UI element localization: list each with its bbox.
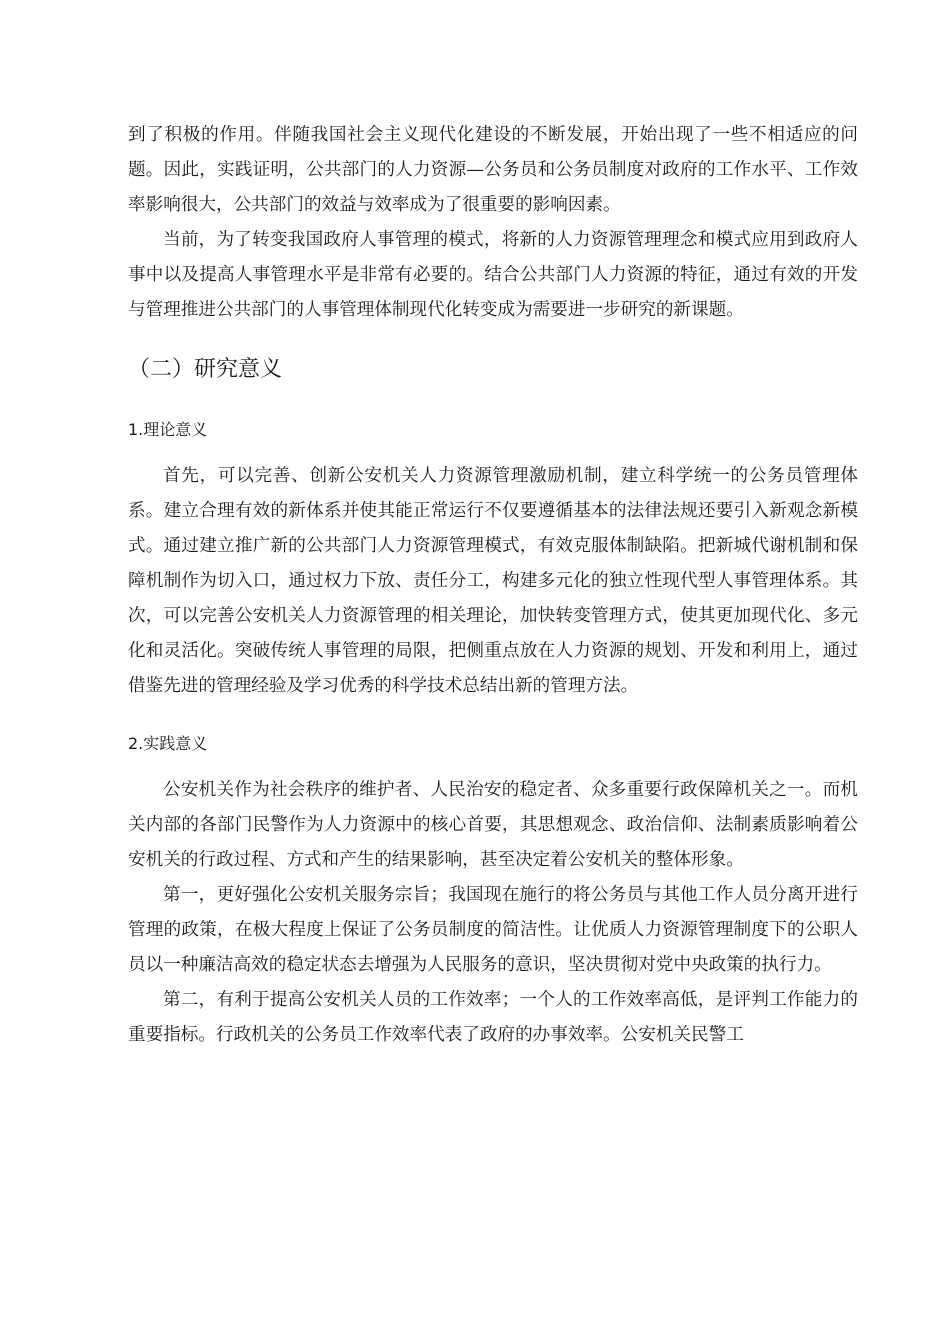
document-page	[128, 118, 858, 1053]
intro-paragraph-2: 当前，为了转变我国政府人事管理的模式，将新的人力资源管理理念和模式应用到政府人事中以及提高人事管理水平是非常有必要的。结合公共部门人力资源的特征，通过有效的开发与管理推进公共部门的人事管理体制现代化转变成为需要进一步研究的新课题。	[128, 230, 858, 320]
practice-subtitle: 2.实践意义	[128, 734, 208, 753]
theory-subtitle: 1.理论意义	[128, 420, 208, 439]
practice-paragraph-1: 公安机关作为社会秩序的维护者、人民治安的稳定者、众多重要行政保障机关之一。而机关内部的各部门民警作为人力资源中的核心首要，其思想观念、政治信仰、法制素质影响着公安机关的行政过程、方式和产生的结果影响，甚至决定着公安机关的整体形象。	[128, 780, 858, 870]
section-title: （二）研究意义	[128, 357, 283, 382]
theory-paragraph-1: 首先，可以完善、创新公安机关人力资源管理激励机制，建立科学统一的公务员管理体系。建立合理有效的新体系并使其能正常运行不仅要遵循基本的法律法规还要引入新观念新模式。通过建立推广新的公共部门人力资源管理模式，有效克服体制缺陷。把新城代谢机制和保障机制作为切入口，通过权力下放、责任分工，构建多元化的独立性现代型人事管理体系。其次，可以完善公安机关人力资源管理的相关理论，加快转变管理方式，使其更加现代化、多元化和灵活化。突破传统人事管理的局限，把侧重点放在人力资源的规划、开发和利用上，通过借鉴先进的管理经验及学习优秀的科学技术总结出新的管理方法。	[128, 466, 858, 696]
practice-paragraph-2: 第一，更好强化公安机关服务宗旨；我国现在施行的将公务员与其他工作人员分离开进行管理的政策，在极大程度上保证了公务员制度的简洁性。让优质人力资源管理制度下的公职人员以一种廉洁高效的稳定状态去增强为人民服务的意识，坚决贯彻对党中央政策的执行力。	[128, 885, 858, 975]
intro-paragraph-1: 到了积极的作用。伴随我国社会主义现代化建设的不断发展，开始出现了一些不相适应的问题。因此，实践证明，公共部门的人力资源—公务员和公务员制度对政府的工作水平、工作效率影响很大，公共部门的效益与效率成为了很重要的影响因素。	[128, 125, 858, 215]
practice-paragraph-3: 第二，有利于提高公安机关人员的工作效率；一个人的工作效率高低，是评判工作能力的重要指标。行政机关的公务员工作效率代表了政府的办事效率。公安机关民警工	[128, 990, 858, 1045]
